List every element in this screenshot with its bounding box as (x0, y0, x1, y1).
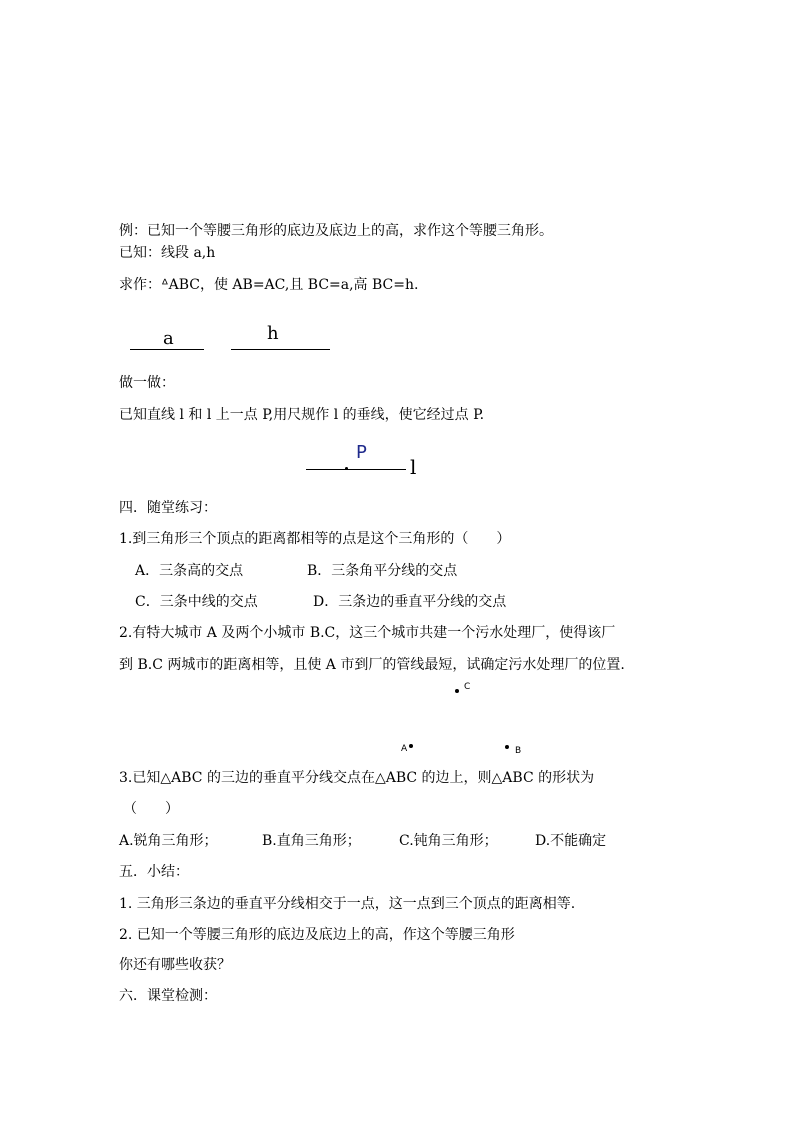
summary-item-1: 1. 三角形三条边的垂直平分线相交于一点，这一点到三个顶点的距离相等. (119, 896, 576, 912)
q1-option-d: D．三条边的垂直平分线的交点 (313, 594, 507, 610)
line-l (306, 469, 406, 470)
q1-option-a: A．三条高的交点 (135, 563, 244, 579)
line-l-label: l (410, 455, 417, 479)
segment-a (130, 349, 204, 350)
point-a-dot (409, 744, 413, 748)
q3-stem: 3.已知△ABC 的三边的垂直平分线交点在△ABC 的边上，则△ABC 的形状为 (119, 770, 595, 786)
segment-h-label: h (267, 323, 279, 344)
q1-option-c: C．三条中线的交点 (135, 594, 258, 610)
summary-question: 你还有哪些收获？ (119, 957, 231, 973)
point-b-dot (505, 745, 509, 749)
section5-heading: 五．小结： (119, 864, 189, 880)
q2-line2: 到 B.C 两城市的距离相等，且使 A 市到厂的管线最短，试确定污水处理厂的位置. (119, 657, 625, 673)
example-title: 例：已知一个等腰三角形的底边及底边上的高，求作这个等腰三角形。 (119, 223, 553, 239)
section6-heading: 六．课堂检测： (119, 988, 217, 1004)
segment-h (231, 349, 330, 350)
q3-option-a: A.锐角三角形； (119, 833, 218, 849)
q3-option-b: B.直角三角形； (262, 833, 361, 849)
q3-option-c: C.钝角三角形； (399, 833, 498, 849)
q2-line1: 2.有特大城市 A 及两个小城市 B.C，这三个城市共建一个污水处理厂，使得该厂 (119, 625, 616, 641)
q1-stem: 1.到三角形三个顶点的距离都相等的点是这个三角形的（ ） (119, 531, 511, 547)
point-a-label: A (401, 744, 408, 754)
example-construct: 求作：ᐞABC，使 AB=AC,且 BC=a,高 BC=h. (119, 277, 419, 293)
section4-heading: 四．随堂练习： (119, 500, 217, 516)
point-c-dot (455, 689, 459, 693)
summary-item-2: 2. 已知一个等腰三角形的底边及底边上的高，作这个等腰三角形 (119, 927, 515, 943)
point-b-label: B (515, 746, 522, 756)
point-p-dot (345, 467, 348, 470)
q1-option-b: B．三条角平分线的交点 (307, 563, 458, 579)
example-given: 已知：线段 a,h (119, 245, 216, 261)
q3-blank: （ ） (123, 801, 179, 817)
practice-heading: 做一做： (119, 375, 175, 391)
point-p-label: P (356, 442, 367, 463)
point-c-label: C (464, 682, 471, 692)
segment-a-label: a (163, 328, 174, 349)
practice-task: 已知直线 l 和 l 上一点 P,用尺规作 l 的垂线，使它经过点 P. (119, 407, 485, 423)
q3-option-d: D.不能确定 (535, 833, 607, 849)
